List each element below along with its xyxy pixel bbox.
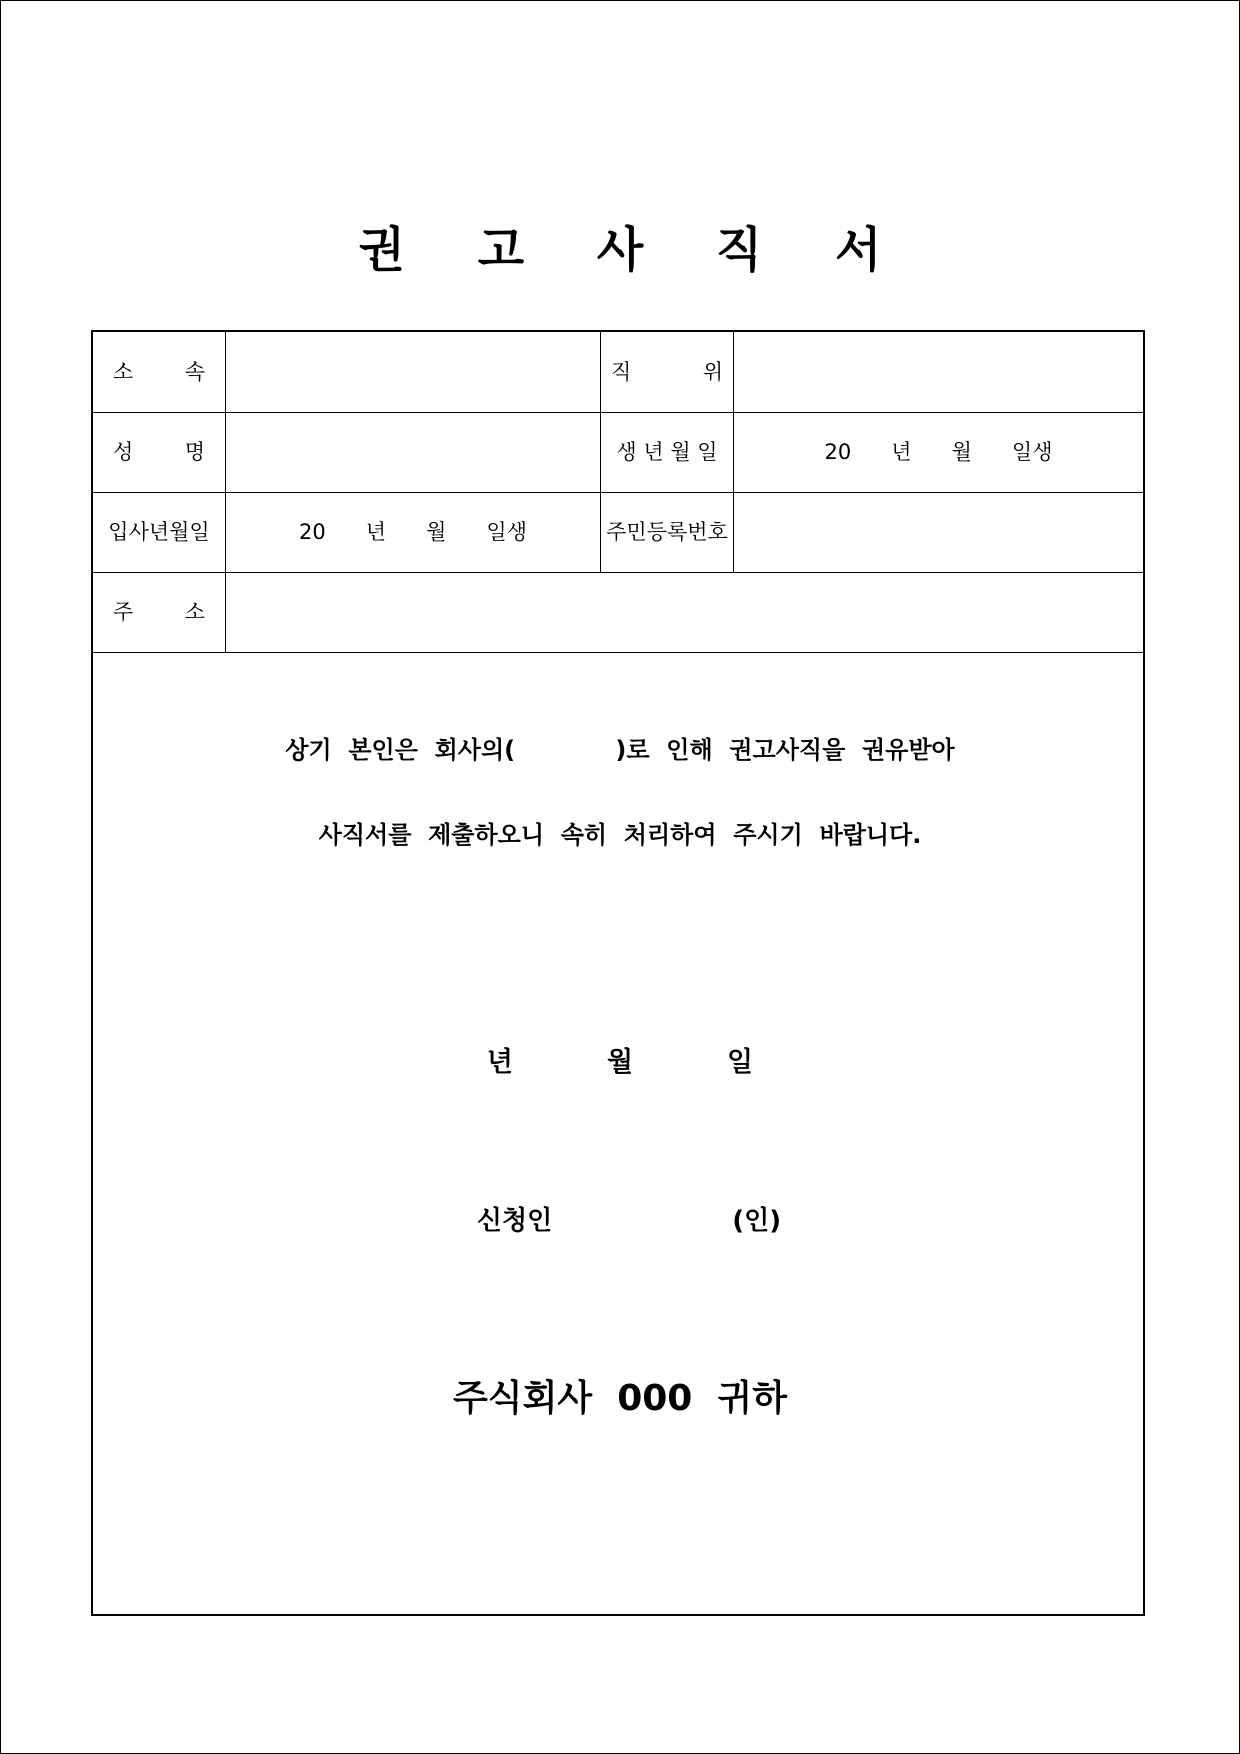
label-birth-date-text: 생 년 월 일 [616, 440, 718, 464]
addressee: 주식회사 000 귀하 [453, 1378, 787, 1419]
label-resident-number [601, 493, 733, 572]
label-address-char-1: 주 [113, 600, 134, 624]
address-field[interactable] [226, 573, 1143, 652]
row-divider [93, 652, 1143, 653]
hire-date-value: 20 년 월 일생 [298, 520, 528, 544]
name-field[interactable] [226, 413, 600, 492]
submission-date: 년 월 일 [486, 1047, 754, 1078]
hire-date-field[interactable] [226, 493, 600, 572]
birth-date-value: 20 년 월 일생 [824, 440, 1053, 464]
label-affiliation-char-1: 소 [113, 359, 134, 384]
seal-mark: (인) [732, 1206, 782, 1236]
resident-number-field[interactable] [734, 493, 1143, 572]
birth-date-field[interactable] [734, 413, 1143, 492]
position-field[interactable] [734, 332, 1143, 412]
document-title: 권 고 사 직 서 [358, 222, 910, 278]
label-name [93, 413, 225, 492]
applicant-line [0, 1170, 1240, 1237]
label-position-char-1: 직 [611, 359, 632, 384]
label-position-char-2: 위 [702, 359, 723, 384]
label-resident-number-text: 주민등록번호 [606, 520, 728, 544]
label-hire-date [93, 493, 225, 572]
statement-line-1: 상기 본인은 회사의( )로 인해 권고사직을 권유받아 [285, 736, 955, 764]
label-hire-date-text: 입사년월일 [108, 520, 210, 544]
label-address [93, 573, 225, 652]
label-name-char-1: 성 [113, 440, 134, 464]
label-name-char-2: 명 [184, 440, 205, 464]
affiliation-field[interactable] [226, 332, 600, 412]
label-affiliation-char-2: 속 [184, 359, 205, 384]
resignation-form [91, 330, 1145, 1616]
label-address-char-2: 소 [184, 600, 205, 624]
label-birth-date [601, 413, 733, 492]
label-position [601, 332, 733, 412]
statement-line-2: 사직서를 제출하오니 속히 처리하여 주시기 바랍니다. [318, 821, 922, 849]
label-affiliation [93, 332, 225, 412]
applicant-label: 신청인 [476, 1206, 553, 1236]
